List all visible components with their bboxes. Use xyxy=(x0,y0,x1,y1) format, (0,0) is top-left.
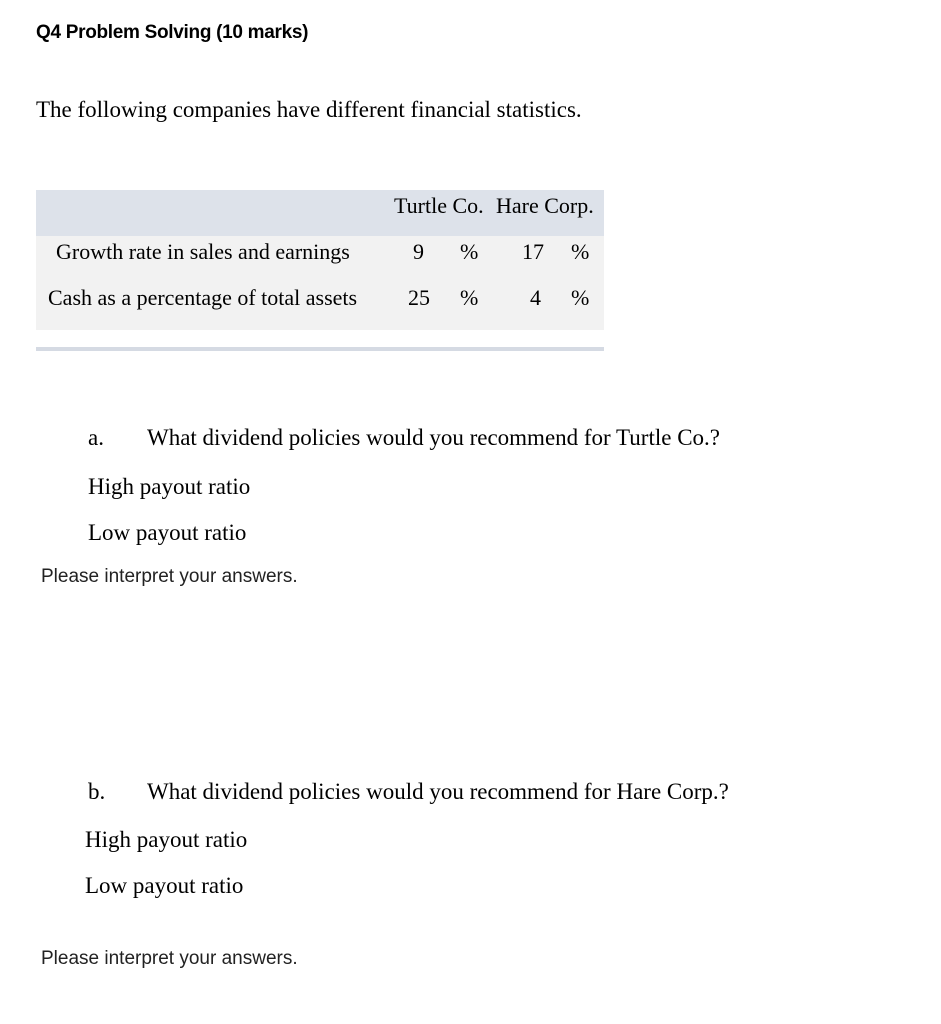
question-a-marker: a. xyxy=(88,425,104,450)
question-heading: Q4 Problem Solving (10 marks) xyxy=(36,22,309,43)
question-b-text: What dividend policies would you recommend for Hare Corp.? xyxy=(147,779,729,804)
cell-growth-hare-unit: % xyxy=(571,239,590,264)
cell-growth-turtle-unit: % xyxy=(460,239,479,264)
cell-cash-turtle-unit: % xyxy=(460,285,479,310)
question-a-option-high: High payout ratio xyxy=(88,474,251,499)
cell-cash-hare-unit: % xyxy=(571,285,590,310)
row-label-cash-percentage: Cash as a percentage of total assets xyxy=(48,285,358,310)
cell-cash-turtle: 25 xyxy=(408,285,430,310)
question-b-marker: b. xyxy=(88,779,106,804)
column-header-hare: Hare Corp. xyxy=(496,193,594,218)
cell-cash-hare: 4 xyxy=(530,285,541,310)
column-header-turtle: Turtle Co. xyxy=(394,193,484,218)
intro-text: The following companies have different financial statistics. xyxy=(36,97,582,122)
question-a-option-low: Low payout ratio xyxy=(88,520,247,545)
cell-growth-hare: 17 xyxy=(522,239,544,264)
financial-statistics-table xyxy=(36,190,604,330)
question-b-prompt: Please interpret your answers. xyxy=(41,948,298,969)
table-bottom-rule xyxy=(36,347,604,351)
row-label-growth-rate: Growth rate in sales and earnings xyxy=(56,239,350,264)
question-a-text: What dividend policies would you recommend for Turtle Co.? xyxy=(147,425,720,450)
question-b-option-high: High payout ratio xyxy=(85,827,248,852)
question-a-prompt: Please interpret your answers. xyxy=(41,566,298,587)
cell-growth-turtle: 9 xyxy=(413,239,424,264)
question-b-option-low: Low payout ratio xyxy=(85,873,244,898)
